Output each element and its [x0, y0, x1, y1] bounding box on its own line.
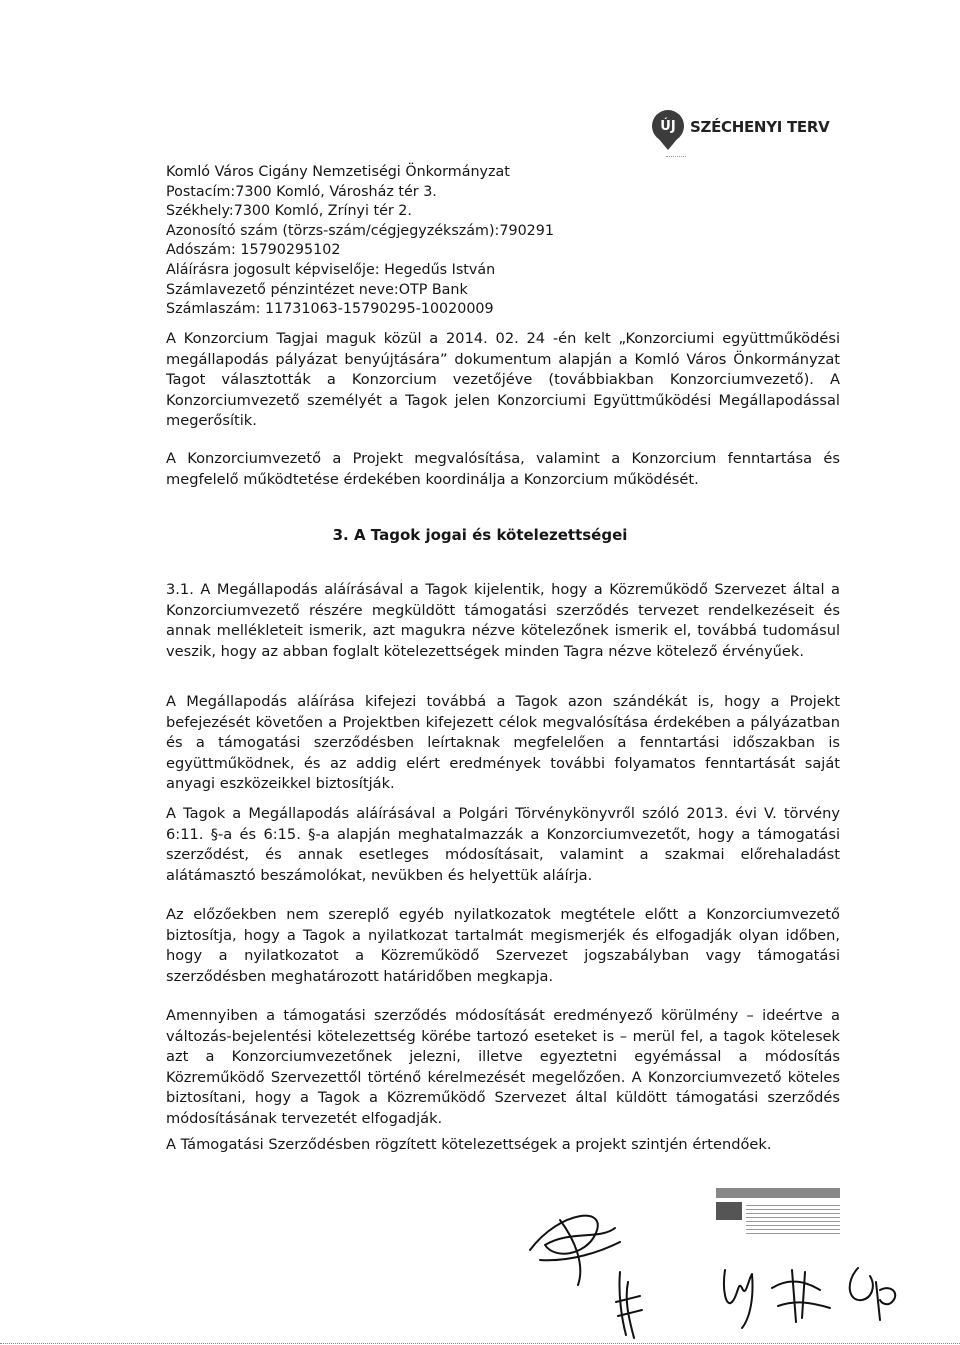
paragraph-intent: A Megállapodás aláírása kifejezi továbbá a Tagok azon szándékát is, hogy a Projekt befejezését követően a Projektben kifejezett célok megvalósítása érdekében a pályázatban és a támogatási szerződésben leírtaknak megfelelően a fenntartási időszakban is együttműködnek, és az addig elért eredmények további folyamatos fenntartását saját anyagi eszközeikkel biztosítják. — [166, 693, 840, 793]
logo-underline — [666, 156, 686, 157]
sender-address-block — [166, 163, 616, 320]
signature-4 — [772, 1270, 830, 1322]
signatures — [500, 1190, 920, 1340]
paragraph-statements: Az előzőekben nem szereplő egyéb nyilatkozatok megtétele előtt a Konzorciumvezető biztosítja, hogy a Tagok a nyilatkozat tartalmát megismerjék és elfogadják olyan időben, hogy a nyilatkozatot a Közreműködő Szervezet jogszabályban vagy támogatási szerződésben meghatározott határidőben megkapja. — [166, 906, 840, 985]
header-line-seat: Székhely:7300 Komló, Zrínyi tér 2. — [166, 203, 412, 220]
page-bottom-edge — [0, 1343, 960, 1344]
header-line-account-number: Számlaszám: 11731063-15790295-10020009 — [166, 301, 494, 318]
paragraph-consortium-leader: A Konzorcium Tagjai maguk közül a 2014. 02. 24 -én kelt „Konzorciumi együttműködési megállapodás pályázat benyújtására” dokumentum alapján a Komló Város Önkormányzat Tagot választották a Konzorcium vezetőjéve (továbbiakban Konzorciumvezető). A Konzorciumvezető személyét a Tagok jelen Konzorciumi Együttműködési Megállapodással megerősítik. — [166, 330, 840, 430]
szechenyi-terv-logo — [652, 104, 832, 160]
header-line-signatory: Aláírásra jogosult képviselője: Hegedűs István — [166, 261, 496, 278]
paragraph-modification: Amennyiben a támogatási szerződés módosítását eredményező körülmény – ideértve a változás-bejelentési kötelezettség körébe tartozó eseteket is – merül fel, a tagok kötelesek azt a Konzorciumvezetőnek jelezni, illetve egyeztetni egyémással a módosítás Közreműködő Szervezettől történő kérelmezését megelőzően. A Konzorciumvezető köteles biztosítani, hogy a Tagok a Közreműködő Szervezet által küldött támogatási szerződés módosításának tervezetét elfogadják. — [166, 1007, 840, 1127]
header-line-bank: Számlavezető pénzintézet neve:OTP Bank — [166, 281, 468, 298]
header-line-tax-number: Adószám: 15790295102 — [166, 242, 341, 259]
signature-5 — [850, 1268, 896, 1320]
signature-3 — [724, 1270, 753, 1328]
logo-pin-icon — [658, 138, 678, 150]
signature-1 — [530, 1216, 620, 1285]
paragraph-authorisation: A Tagok a Megállapodás aláírásával a Polgári Törvénykönyvről szóló 2013. évi V. törvény 6:11. §-a és 6:15. §-a alapján meghatalmazzák a Konzorciumvezetőt, hogy a támogatási szerződést, és annak esetleges módosításait, valamint a szakmai előrehaladást alátámasztó beszámolókat, nevükben és helyettük aláírja. — [166, 805, 840, 884]
signature-2 — [616, 1272, 642, 1338]
section-heading: 3. A Tagok jogai és kötelezettségei — [332, 526, 628, 544]
header-line-postal-address: Postacím:7300 Komló, Városház tér 3. — [166, 183, 437, 200]
paragraph-obligations: A Támogatási Szerződésben rögzített kötelezettségek a projekt szintjén értendőek. — [166, 1136, 772, 1153]
logo-text: SZÉCHENYI TERV — [690, 118, 830, 136]
header-line-organisation: Komló Város Cigány Nemzetiségi Önkormányzat — [166, 164, 510, 180]
header-line-registration-number: Azonosító szám (törzs-szám/cégjegyzékszám):790291 — [166, 222, 554, 239]
paragraph-coordination: A Konzorciumvezető a Projekt megvalósítása, valamint a Konzorcium fenntartása és megfelelő működtetése érdekében koordinálja a Konzorcium működését. — [166, 450, 840, 488]
logo-badge: ÚJ — [652, 110, 684, 142]
paragraph-3-1: 3.1. A Megállapodás aláírásával a Tagok kijelentik, hogy a Közreműködő Szervezet által a Konzorciumvezető részére megküldött támogatási szerződés tervezet rendelkezéseit és annak mellékleteit ismerik, azt magukra nézve kötelezőnek ismerik el, továbbá tudomásul veszik, hogy az abban foglalt kötelezettségek minden Tagra nézve kötelező érvényűek. — [166, 581, 840, 660]
